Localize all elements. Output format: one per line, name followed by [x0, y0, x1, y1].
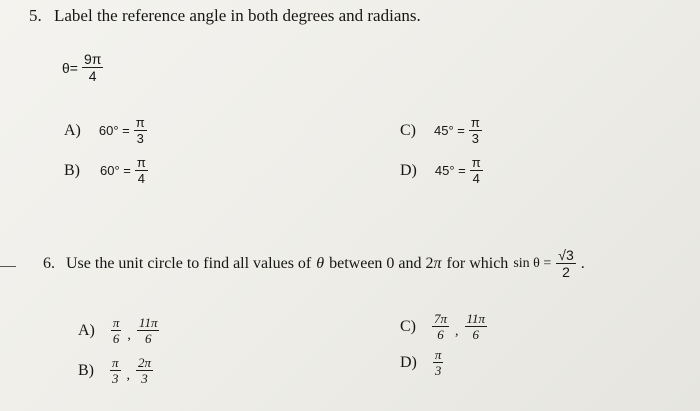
- q6-choice-a-den2: 6: [144, 331, 152, 347]
- q6-choice-c-label: C): [400, 317, 416, 335]
- q5-choice-b-label: B): [64, 161, 80, 179]
- question-6-text-c: for which: [446, 254, 509, 272]
- question-5-number: 5.: [29, 6, 42, 25]
- question-6-sin-num: √3: [558, 247, 574, 263]
- q6-choice-d-den1: 3: [434, 363, 442, 379]
- q6-choice-c-den2: 6: [472, 327, 480, 343]
- question-6-number: 6.: [43, 254, 55, 272]
- q5-choice-b: [64, 156, 148, 186]
- q5-choice-a-lhs: 60° =: [98, 123, 130, 139]
- q5-choice-a-label: A): [64, 121, 81, 139]
- q6-choice-b-frac1: [110, 356, 121, 386]
- q5-choice-a-fraction: [134, 116, 147, 146]
- q6-choice-c-sep: ,: [455, 323, 459, 339]
- q5-choice-c-num: π: [470, 115, 480, 130]
- q6-choice-a-num2: 11π: [138, 315, 158, 330]
- q6-choice-c-den1: 6: [437, 327, 444, 343]
- question-6-sin-den: 2: [562, 264, 570, 281]
- question-5-text: Label the reference angle in both degrees and radians.: [54, 6, 421, 25]
- q6-choice-d-label: D): [400, 353, 417, 371]
- q5-choice-b-den: 4: [137, 171, 145, 187]
- q6-choice-b-frac2: [136, 356, 153, 386]
- q6-choice-b-label: B): [78, 361, 94, 379]
- q5-choice-d-label: D): [400, 161, 417, 179]
- theta-lhs: θ=: [62, 59, 78, 76]
- theta-denominator: 4: [88, 68, 97, 85]
- question-6-theta: θ: [316, 254, 325, 272]
- question-5-theta-expression: [62, 52, 103, 84]
- question-6-sin-lhs: sin θ =: [513, 255, 552, 271]
- question-6-header: [43, 248, 585, 280]
- q5-choice-d-num: π: [471, 155, 481, 170]
- q6-choice-d-num1: π: [434, 347, 442, 362]
- q5-choice-c-lhs: 45° =: [434, 123, 465, 139]
- q5-choice-a: [64, 116, 147, 146]
- q6-choice-b-num1: π: [112, 355, 119, 370]
- q5-choice-b-lhs: 60° =: [100, 163, 131, 179]
- q6-choice-c-num1: 7π: [434, 311, 448, 326]
- theta-numerator: 9π: [83, 51, 102, 67]
- margin-mark: [0, 266, 16, 267]
- q5-choice-d-fraction: [470, 156, 483, 186]
- q6-choice-a: [78, 316, 159, 346]
- q5-choice-c-fraction: [469, 116, 482, 146]
- q6-choice-a-sep: ,: [127, 327, 131, 343]
- question-6-text-a: Use the unit circle to find all values of: [66, 254, 312, 272]
- q6-choice-a-label: A): [78, 321, 95, 339]
- question-5-header: [29, 6, 421, 26]
- question-6-pi: π: [433, 254, 442, 272]
- q6-choice-c-frac1: [432, 312, 449, 342]
- q6-choice-b-den2: 3: [141, 371, 148, 387]
- q6-choice-d: [400, 348, 443, 378]
- q6-choice-a-num1: π: [112, 315, 120, 330]
- q6-choice-c-frac2: [465, 312, 488, 342]
- q6-choice-b-sep: ,: [126, 367, 131, 383]
- q5-choice-b-fraction: [135, 156, 148, 186]
- q6-choice-c-num2: 11π: [466, 311, 486, 326]
- q6-choice-c: [400, 312, 487, 342]
- q5-choice-c: [400, 116, 482, 146]
- q6-choice-a-frac2: [137, 316, 160, 346]
- q6-choice-b-den1: 3: [112, 371, 119, 387]
- q6-choice-a-den1: 6: [112, 331, 120, 347]
- q6-choice-b: [78, 356, 153, 386]
- q6-choice-a-frac1: [111, 316, 122, 346]
- q5-choice-a-num: π: [135, 115, 145, 130]
- q5-choice-c-den: 3: [471, 131, 479, 147]
- q5-choice-d-den: 4: [472, 171, 480, 187]
- question-6-text-b: between 0 and 2: [329, 254, 434, 272]
- q5-choice-a-den: 3: [136, 131, 144, 147]
- theta-fraction: [82, 52, 103, 84]
- question-6-sin-fraction: [556, 248, 575, 280]
- q6-choice-d-frac1: [433, 348, 444, 378]
- q5-choice-c-label: C): [400, 121, 416, 139]
- q6-choice-b-num2: 2π: [138, 355, 152, 370]
- question-6-period: .: [580, 254, 585, 272]
- q5-choice-b-num: π: [136, 155, 146, 170]
- q5-choice-d: [400, 156, 483, 186]
- q5-choice-d-lhs: 45° =: [434, 163, 466, 179]
